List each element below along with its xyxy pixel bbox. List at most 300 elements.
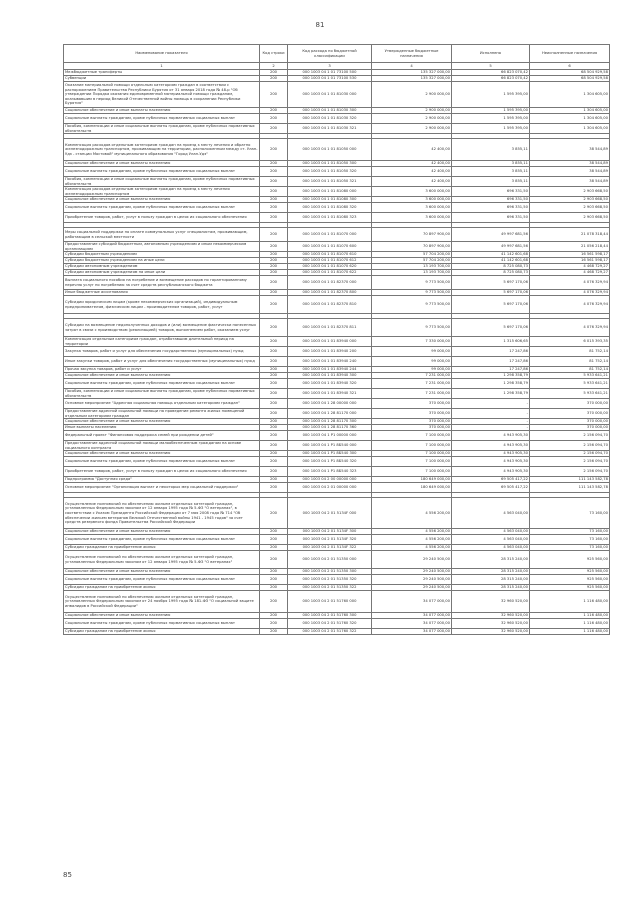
row-approved: 29 240 500,00 — [372, 551, 452, 569]
row-kbk-code: 000 1003 04 1 01 81070 620 — [288, 264, 372, 270]
row-approved: 42 400,00 — [372, 167, 452, 177]
row-approved: 135 327 000,00 — [372, 76, 452, 82]
row-approved: 180 649 000,00 — [372, 483, 452, 493]
row-name: Социальное обеспечение и иные выплаты населению — [64, 569, 260, 575]
row-executed: 5 697 170,06 — [452, 296, 530, 314]
row-name: Компенсация расходов отдельным категориям граждан на проезд к месту лечения и обратно железнодорожным транспортом, проживающим на территории, расположенным между ст. Улан-Удэ - станции Мостовой" муниципального образования "Город Улан-Удэ" — [64, 139, 260, 161]
table-body — [64, 70, 610, 635]
row-name: Осуществление полномочий по обеспечению жильем отдельных категорий граждан, установленных Федеральным законом от 24 ноября 1995 года № 181-ФЗ "О социальной защите инвалидов в Российской Федерации" — [64, 591, 260, 613]
row-executed: 4 943 905,30 — [452, 467, 530, 477]
row-unexecuted: 5 933 641,21 — [530, 379, 610, 389]
table-row — [64, 379, 610, 389]
row-name: Пособия, компенсации и иные социальные выплаты гражданам, кроме публичных нормативных обязательств — [64, 124, 260, 134]
row-executed: 5 697 170,06 — [452, 319, 530, 337]
row-code: 200 — [260, 613, 288, 619]
table-row — [64, 258, 610, 264]
row-unexecuted: 2 156 094,70 — [530, 451, 610, 457]
row-executed: 4 563 040,00 — [452, 545, 530, 551]
row-unexecuted: 81 752,14 — [530, 347, 610, 357]
row-code: 200 — [260, 367, 288, 373]
row-code: 200 — [260, 457, 288, 467]
row-code: 200 — [260, 161, 288, 167]
row-code: 200 — [260, 529, 288, 535]
row-name: Социальное обеспечение и иные выплаты населению — [64, 529, 260, 535]
row-approved: 3 600 000,00 — [372, 203, 452, 213]
row-executed: 28 315 240,00 — [452, 551, 530, 569]
row-kbk-code: 000 1003 04 1 01 83940 240 — [288, 357, 372, 367]
row-unexecuted: 925 560,00 — [530, 585, 610, 591]
row-kbk-code: 000 1003 04 1 28 81170 360 — [288, 425, 372, 431]
row-name: Иные бюджетные ассигнования — [64, 290, 260, 296]
row-kbk-code: 000 1003 04 2 01 51350 000 — [288, 551, 372, 569]
table-row — [64, 467, 610, 477]
row-unexecuted: 925 560,00 — [530, 569, 610, 575]
row-kbk-code: 000 1003 04 1 28 81170 300 — [288, 419, 372, 425]
row-unexecuted: 2 156 094,70 — [530, 467, 610, 477]
row-approved: 99 000,00 — [372, 347, 452, 357]
row-name: Федеральный проект "Финансовая поддержка семей при рождении детей" — [64, 431, 260, 441]
row-kbk-code: 000 1003 04 1 28 81170 000 — [288, 409, 372, 419]
row-approved: 9 773 500,00 — [372, 319, 452, 337]
row-executed: 1 595 395,00 — [452, 82, 530, 108]
row-unexecuted: 16 561 598,17 — [530, 252, 610, 258]
header-kbk: Код расхода по бюджетной классификации — [288, 45, 372, 63]
row-code: 200 — [260, 197, 288, 203]
row-unexecuted: 81 752,14 — [530, 357, 610, 367]
row-kbk-code: 000 1003 04 1 01 82370 800 — [288, 290, 372, 296]
row-executed: 4 563 040,00 — [452, 535, 530, 545]
row-code: 200 — [260, 76, 288, 82]
row-code: 200 — [260, 425, 288, 431]
row-code: 200 — [260, 569, 288, 575]
row-name: Приобретение товаров, работ, услуг в пользу граждан в целях их социального обеспечения — [64, 467, 260, 477]
row-approved: 7 100 000,00 — [372, 467, 452, 477]
row-kbk-code: 000 1003 04 1 01 81050 000 — [288, 139, 372, 161]
row-name: Предоставление адресной социальной помощи малообеспеченным гражданам на основе социального контракта — [64, 441, 260, 451]
table-row — [64, 187, 610, 197]
row-kbk-code: 000 1003 04 1 01 81030 320 — [288, 114, 372, 124]
row-approved: 2 900 000,00 — [372, 108, 452, 114]
row-kbk-code: 000 1003 04 2 01 00000 000 — [288, 483, 372, 493]
row-unexecuted: 21 078 318,44 — [530, 228, 610, 242]
row-code: 200 — [260, 619, 288, 629]
row-code: 200 — [260, 629, 288, 635]
row-unexecuted: 4 076 329,94 — [530, 319, 610, 337]
row-approved: 3 600 000,00 — [372, 213, 452, 223]
row-name: Социальные выплаты гражданам, кроме публичных нормативных социальных выплат — [64, 535, 260, 545]
row-code: 200 — [260, 591, 288, 613]
table-row — [64, 451, 610, 457]
row-unexecuted: 2 903 668,50 — [530, 213, 610, 223]
row-name: Социальное обеспечение и иные выплаты населению — [64, 373, 260, 379]
row-name: Социальные выплаты гражданам, кроме публичных нормативных социальных выплат — [64, 379, 260, 389]
row-executed: 49 997 681,56 — [452, 242, 530, 252]
row-code: 200 — [260, 575, 288, 585]
row-name: Прочая закупка товаров, работ и услуг — [64, 367, 260, 373]
page-number-bottom: 85 — [63, 871, 72, 879]
row-unexecuted: 2 156 094,70 — [530, 441, 610, 451]
row-code: 200 — [260, 167, 288, 177]
table-row — [64, 619, 610, 629]
row-unexecuted: 38 544,89 — [530, 177, 610, 187]
row-kbk-code: 000 1003 04 2 01 51350 320 — [288, 575, 372, 585]
row-unexecuted: 925 560,00 — [530, 575, 610, 585]
row-name: Субсидии гражданам на приобретение жилья — [64, 585, 260, 591]
row-kbk-code: 000 1003 04 2 00 00000 000 — [288, 477, 372, 483]
row-approved: 42 400,00 — [372, 161, 452, 167]
column-index: 3 — [288, 63, 372, 70]
row-unexecuted: 1 304 605,00 — [530, 124, 610, 134]
row-approved: 7 100 000,00 — [372, 441, 452, 451]
table-row — [64, 161, 610, 167]
row-unexecuted: 5 933 641,21 — [530, 373, 610, 379]
row-executed: 5 697 170,06 — [452, 290, 530, 296]
row-code: 200 — [260, 139, 288, 161]
row-kbk-code: 000 1003 04 1 01 81030 321 — [288, 124, 372, 134]
row-code: 200 — [260, 431, 288, 441]
row-unexecuted: 73 160,00 — [530, 529, 610, 535]
row-kbk-code: 000 1003 04 1 01 81080 323 — [288, 213, 372, 223]
row-approved: 370 000,00 — [372, 399, 452, 409]
row-name: Иные закупки товаров, работ и услуг для обеспечения государственных (муниципальных) нужд — [64, 357, 260, 367]
row-name: Социальные выплаты гражданам, кроме публичных нормативных социальных выплат — [64, 619, 260, 629]
row-name: Социальные выплаты гражданам, кроме публичных нормативных социальных выплат — [64, 457, 260, 467]
row-approved: 29 240 500,00 — [372, 575, 452, 585]
row-name: Осуществление полномочий по обеспечению жильем отдельных категорий граждан, установленных Федеральным законом от 12 января 1995 года № 5-ФЗ "О ветеранах", в соответствии с Указом Президента Российской Федерации от 7 мая 2008 года № 714 "Об обеспечении жильем ветеранов Великой Отечественной войны 1941 - 1945 годов" за счет средств резервного фонда Правительства Российской Федерации — [64, 498, 260, 529]
row-unexecuted: 16 561 598,17 — [530, 258, 610, 264]
row-kbk-code: 000 1003 04 1 01 81070 610 — [288, 252, 372, 258]
row-executed: 4 943 905,30 — [452, 451, 530, 457]
row-executed: 1 298 358,79 — [452, 379, 530, 389]
row-approved: 99 000,00 — [372, 357, 452, 367]
row-name: Иные выплаты населению — [64, 425, 260, 431]
row-name: Социальное обеспечение и иные выплаты населению — [64, 419, 260, 425]
row-kbk-code: 000 1003 04 1 01 81050 320 — [288, 167, 372, 177]
row-code: 200 — [260, 337, 288, 347]
table-row — [64, 498, 610, 529]
row-code: 200 — [260, 228, 288, 242]
row-unexecuted: 1 304 605,00 — [530, 114, 610, 124]
table-row — [64, 399, 610, 409]
row-unexecuted: 370 000,00 — [530, 399, 610, 409]
row-unexecuted: 6 015 393,35 — [530, 337, 610, 347]
row-executed: 32 960 520,00 — [452, 613, 530, 619]
row-code: 200 — [260, 477, 288, 483]
row-unexecuted: 4 468 729,27 — [530, 270, 610, 276]
row-code: 200 — [260, 399, 288, 409]
row-approved: 34 077 000,00 — [372, 629, 452, 635]
row-approved: 29 240 500,00 — [372, 585, 452, 591]
row-approved: 42 400,00 — [372, 177, 452, 187]
row-name: Подпрограмма "Доступная среда" — [64, 477, 260, 483]
row-code: 200 — [260, 264, 288, 270]
budget-execution-table — [63, 44, 610, 635]
row-kbk-code: 000 1003 04 1 01 83940 320 — [288, 379, 372, 389]
row-code: 200 — [260, 419, 288, 425]
row-approved: 180 649 000,00 — [372, 477, 452, 483]
row-kbk-code: 000 1003 04 2 01 5134F 000 — [288, 498, 372, 529]
row-kbk-code: 000 1003 04 1 P1 8Б540 000 — [288, 441, 372, 451]
row-kbk-code: 000 1003 04 1 01 81080 300 — [288, 197, 372, 203]
table-header-row — [64, 45, 610, 63]
row-executed: - — [452, 399, 530, 409]
row-code: 200 — [260, 483, 288, 493]
row-executed: 696 331,50 — [452, 187, 530, 197]
row-approved: 99 000,00 — [372, 367, 452, 373]
table-row — [64, 457, 610, 467]
row-executed: 696 331,50 — [452, 203, 530, 213]
row-executed: 32 960 520,00 — [452, 591, 530, 613]
table-row — [64, 108, 610, 114]
table-row — [64, 242, 610, 252]
row-name: Осуществление полномочий по обеспечению жильем отдельных категорий граждан, установленных Федеральным законом от 12 января 1995 года № 5-ФЗ "О ветеранах" — [64, 551, 260, 569]
table-row — [64, 82, 610, 108]
row-executed: 41 142 601,68 — [452, 252, 530, 258]
row-name: Субсидии гражданам на приобретение жилья — [64, 629, 260, 635]
row-name: Субсидии на возмещение недополученных доходов и (или) возмещение фактически понесенных затрат в связи с производством (реализацией) товаров, выполнением работ, оказанием услуг — [64, 319, 260, 337]
table-row — [64, 409, 610, 419]
row-kbk-code: 000 1003 04 1 01 81030 000 — [288, 82, 372, 108]
row-approved: 9 773 500,00 — [372, 276, 452, 290]
table-row — [64, 276, 610, 290]
table-row — [64, 545, 610, 551]
row-kbk-code: 000 1003 04 1 01 82370 810 — [288, 296, 372, 314]
row-kbk-code: 000 1003 04 1 01 81080 320 — [288, 203, 372, 213]
row-name: Социальные выплаты гражданам, кроме публичных нормативных социальных выплат — [64, 114, 260, 124]
table-row — [64, 270, 610, 276]
row-code: 200 — [260, 213, 288, 223]
row-kbk-code: 000 1003 04 1 01 81080 000 — [288, 187, 372, 197]
row-code: 200 — [260, 177, 288, 187]
row-unexecuted: 68 504 929,58 — [530, 70, 610, 76]
row-name: Субсидии бюджетным учреждениям — [64, 252, 260, 258]
row-unexecuted: 73 160,00 — [530, 535, 610, 545]
row-approved: 4 556 200,00 — [372, 498, 452, 529]
row-name: Закупка товаров, работ и услуг для обеспечения государственных (муниципальных) нужд — [64, 347, 260, 357]
row-executed: 17 247,86 — [452, 357, 530, 367]
row-executed: 1 595 395,00 — [452, 108, 530, 114]
row-executed: 28 315 240,00 — [452, 569, 530, 575]
row-kbk-code: 000 1003 04 1 01 81050 300 — [288, 161, 372, 167]
row-name: Субсидии юридическим лицам (кроме некоммерческих организаций), индивидуальным предпринимателям, физическим лицам - производителям товаров, работ, услуг — [64, 296, 260, 314]
table-row — [64, 585, 610, 591]
table-row — [64, 319, 610, 337]
table-row — [64, 551, 610, 569]
row-kbk-code: 000 1003 04 1 01 81050 321 — [288, 177, 372, 187]
row-approved: 7 231 000,00 — [372, 373, 452, 379]
row-approved: 2 900 000,00 — [372, 114, 452, 124]
row-code: 200 — [260, 290, 288, 296]
row-executed: 696 331,50 — [452, 197, 530, 203]
row-name: Предоставление субсидий бюджетным, автономным учреждениям и иным некоммерческим организациям — [64, 242, 260, 252]
row-executed: 696 331,50 — [452, 213, 530, 223]
row-code: 200 — [260, 379, 288, 389]
row-executed: 69 505 417,22 — [452, 483, 530, 493]
row-kbk-code: 000 1003 04 1 28 00000 000 — [288, 399, 372, 409]
row-approved: 13 193 700,00 — [372, 270, 452, 276]
row-approved: 34 077 000,00 — [372, 591, 452, 613]
row-approved: 7 231 000,00 — [372, 389, 452, 399]
row-code: 200 — [260, 545, 288, 551]
row-name: Субсидии автономным учреждениям — [64, 264, 260, 270]
row-approved: 9 773 500,00 — [372, 296, 452, 314]
row-executed: - — [452, 425, 530, 431]
table-row — [64, 197, 610, 203]
row-executed: 4 943 905,30 — [452, 441, 530, 451]
row-code: 200 — [260, 451, 288, 457]
row-executed: 17 247,86 — [452, 367, 530, 373]
row-code: 200 — [260, 270, 288, 276]
row-kbk-code: 000 1003 04 1 P1 8Б540 320 — [288, 457, 372, 467]
row-kbk-code: 000 1003 04 1 01 81070 612 — [288, 258, 372, 264]
table-row — [64, 613, 610, 619]
table-row — [64, 569, 610, 575]
row-code: 200 — [260, 252, 288, 258]
table-row — [64, 629, 610, 635]
row-approved: 70 897 900,00 — [372, 242, 452, 252]
row-unexecuted: 370 000,00 — [530, 425, 610, 431]
row-kbk-code: 000 1003 04 2 01 51350 300 — [288, 569, 372, 575]
row-kbk-code: 000 1003 04 2 01 51760 000 — [288, 591, 372, 613]
row-unexecuted: 73 160,00 — [530, 545, 610, 551]
row-executed: 3 855,11 — [452, 177, 530, 187]
row-executed: 1 298 358,79 — [452, 373, 530, 379]
row-approved: 34 077 000,00 — [372, 619, 452, 629]
row-code: 200 — [260, 347, 288, 357]
row-code: 200 — [260, 296, 288, 314]
row-unexecuted: 2 903 668,50 — [530, 197, 610, 203]
row-name: Приобретение товаров, работ, услуг в пользу граждан в целях их социального обеспечения — [64, 213, 260, 223]
row-executed: 69 505 417,22 — [452, 477, 530, 483]
row-code: 200 — [260, 409, 288, 419]
table-row — [64, 591, 610, 613]
row-approved: 3 600 000,00 — [372, 197, 452, 203]
row-approved: 4 556 200,00 — [372, 545, 452, 551]
row-code: 200 — [260, 467, 288, 477]
row-name: Социальное обеспечение и иные выплаты населению — [64, 451, 260, 457]
row-unexecuted: 73 160,00 — [530, 498, 610, 529]
table-row — [64, 114, 610, 124]
row-unexecuted: 2 903 668,50 — [530, 187, 610, 197]
table-row — [64, 337, 610, 347]
header-code: Код строки — [260, 45, 288, 63]
row-kbk-code: 000 1003 04 1 01 82370 000 — [288, 276, 372, 290]
row-code: 200 — [260, 276, 288, 290]
row-executed: 32 960 520,00 — [452, 629, 530, 635]
row-kbk-code: 000 1003 04 1 01 81070 622 — [288, 270, 372, 276]
row-approved: 3 600 000,00 — [372, 187, 452, 197]
row-approved: 370 000,00 — [372, 425, 452, 431]
row-approved: 9 773 500,00 — [372, 290, 452, 296]
row-approved: 7 100 000,00 — [372, 451, 452, 457]
row-kbk-code: 000 1003 04 1 01 81070 000 — [288, 228, 372, 242]
row-executed: 4 943 905,30 — [452, 431, 530, 441]
row-unexecuted: 370 000,00 — [530, 419, 610, 425]
row-unexecuted: 1 304 605,00 — [530, 108, 610, 114]
row-unexecuted: 111 143 582,78 — [530, 483, 610, 493]
row-unexecuted: 1 116 480,00 — [530, 619, 610, 629]
row-unexecuted: 4 076 329,94 — [530, 290, 610, 296]
row-approved: 7 100 000,00 — [372, 457, 452, 467]
row-executed: 66 823 070,42 — [452, 70, 530, 76]
table-row — [64, 347, 610, 357]
row-unexecuted: 38 544,89 — [530, 161, 610, 167]
column-index: 4 — [372, 63, 452, 70]
row-kbk-code: 000 1003 04 1 01 73100 530 — [288, 76, 372, 82]
table-row — [64, 213, 610, 223]
row-code: 200 — [260, 108, 288, 114]
row-unexecuted: 5 933 641,21 — [530, 389, 610, 399]
row-name: Пособия, компенсации и иные социальные выплаты гражданам, кроме публичных нормативных обязательств — [64, 389, 260, 399]
row-kbk-code: 000 1003 04 1 01 73100 500 — [288, 70, 372, 76]
table-row — [64, 139, 610, 161]
row-code: 200 — [260, 389, 288, 399]
row-unexecuted: 370 000,00 — [530, 409, 610, 419]
row-executed: 3 855,11 — [452, 139, 530, 161]
row-code: 200 — [260, 203, 288, 213]
page-number-top: 81 — [315, 21, 325, 29]
row-name: Пособия, компенсации и иные социальные выплаты гражданам, кроме публичных нормативных обязательств — [64, 177, 260, 187]
table-row — [64, 203, 610, 213]
row-kbk-code: 000 1003 04 2 01 5134F 320 — [288, 535, 372, 545]
table-row — [64, 575, 610, 585]
row-kbk-code: 000 1003 04 1 P1 00000 000 — [288, 431, 372, 441]
row-name: Социальные выплаты гражданам, кроме публичных нормативных социальных выплат — [64, 203, 260, 213]
row-unexecuted: 925 560,00 — [530, 551, 610, 569]
row-name: Социальное обеспечение и иные выплаты населению — [64, 108, 260, 114]
row-name: Субсидии бюджетным учреждениям на иные цели — [64, 258, 260, 264]
row-unexecuted: 4 468 729,27 — [530, 264, 610, 270]
row-unexecuted: 21 056 218,44 — [530, 242, 610, 252]
row-unexecuted: 38 544,89 — [530, 139, 610, 161]
row-kbk-code: 000 1003 04 1 01 83940 244 — [288, 367, 372, 373]
row-approved: 42 400,00 — [372, 139, 452, 161]
row-unexecuted: 2 903 668,50 — [530, 203, 610, 213]
table-row — [64, 431, 610, 441]
row-unexecuted: 81 752,14 — [530, 367, 610, 373]
row-kbk-code: 000 1003 04 1 01 82370 811 — [288, 319, 372, 337]
table-row — [64, 529, 610, 535]
row-kbk-code: 000 1003 04 1 01 81030 300 — [288, 108, 372, 114]
column-index: 5 — [452, 63, 530, 70]
row-approved: 7 231 000,00 — [372, 379, 452, 389]
row-executed: 1 595 395,00 — [452, 114, 530, 124]
row-code: 200 — [260, 585, 288, 591]
row-approved: 7 100 000,00 — [372, 431, 452, 441]
row-approved: 7 330 000,00 — [372, 337, 452, 347]
row-name: Выплата социального пособия на погребение и возмещение расходов по гарантированному перечню услуг по погребению за счет средств республиканского бюджета — [64, 276, 260, 290]
row-unexecuted: 1 304 605,00 — [530, 82, 610, 108]
row-unexecuted: 111 143 582,78 — [530, 477, 610, 483]
header-approved: Утвержденные бюджетные назначения — [372, 45, 452, 63]
row-kbk-code: 000 1003 04 2 01 5134F 300 — [288, 529, 372, 535]
header-executed: Исполнено — [452, 45, 530, 63]
row-executed: 17 247,86 — [452, 347, 530, 357]
row-unexecuted: 2 156 094,70 — [530, 431, 610, 441]
table-row — [64, 389, 610, 399]
row-kbk-code: 000 1003 04 2 01 51760 322 — [288, 629, 372, 635]
row-executed: 4 943 905,30 — [452, 457, 530, 467]
row-unexecuted: 1 116 480,00 — [530, 591, 610, 613]
table-column-index-row — [64, 63, 610, 70]
table-row — [64, 419, 610, 425]
row-executed: 1 315 606,65 — [452, 337, 530, 347]
table-row — [64, 441, 610, 451]
row-name: Предоставление адресной социальной помощи на проведение ремонта жилых помещений отдельным категориям граждан — [64, 409, 260, 419]
row-executed: - — [452, 409, 530, 419]
row-kbk-code: 000 1003 04 2 01 51760 300 — [288, 613, 372, 619]
row-executed: 4 563 040,00 — [452, 498, 530, 529]
